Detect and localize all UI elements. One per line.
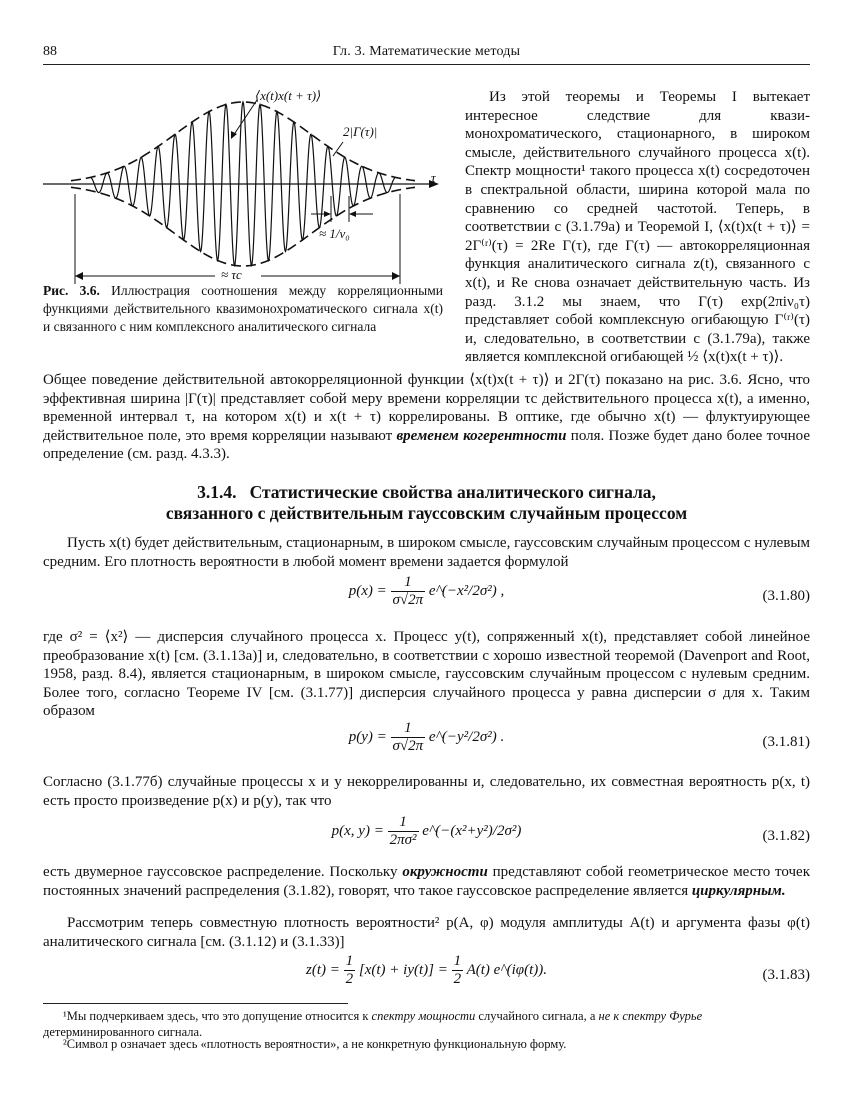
eq3-lhs: p(x, y) = xyxy=(331,822,384,839)
para-continued-after: поля. Позже будет дано более точное определение (см. разд. 4.3.3). xyxy=(43,427,810,463)
period-arrowhead-right xyxy=(349,211,356,217)
tauc-arrowhead-left xyxy=(75,272,83,280)
eq1-num: 1 xyxy=(391,574,426,592)
label-tauc: ≈ τc xyxy=(221,267,242,282)
para4-emph2: циркулярным. xyxy=(691,882,786,899)
right-column-text: Из этой теоремы и Теоремы I вытекает интересное следствие для квази-монохроматического, стационарного, в широком смысле, действительного случайного процесса x(t). Спектр мощности¹ такого процесса x(t) сосредоточен в спектральной области, ширина которой мала по сравнению со средней частотой. Теперь, в соответствии с (3.1.79а) и Теоремой I, ⟨x(t)x(t + τ)⟩ = 2Γ⁽ʳ⁾(τ) = 2Re Γ(τ), где Γ(τ) — автокорреляционная функция аналитического сигнала z(t), связанного с x(t), и Re снова означает действительную часть. Из разд. 3.1.2 мы знаем, что Γ(τ) exp(2πiν₀τ) представляет собой комплексную огибающую Γ⁽ʳ⁾(τ) и, следовательно, в соответствии с (3.1.79а), также является комплексной огибающей ½ ⟨x(t)x(t + τ)⟩. xyxy=(465,89,810,366)
paragraph-continued xyxy=(43,371,810,464)
eq3-tag: (3.1.82) xyxy=(762,828,810,844)
paragraph-1: Пусть x(t) будет действительным, стационарным, в широком смысле, гауссовским случайным процессом с нулевым средним. Его плотность вероятности в любой момент времени задается формулой xyxy=(43,535,810,570)
eq1-den: σ√2π xyxy=(392,592,424,608)
envelope-lower xyxy=(71,187,415,266)
eq2-den: σ√2π xyxy=(392,738,424,754)
eq2-num: 1 xyxy=(391,720,426,738)
caption-prefix: Рис. 3.6. xyxy=(43,283,100,298)
eq3-den: 2πσ² xyxy=(389,832,417,848)
eq3-rhs: e^(−(x²+y²)/2σ²) xyxy=(422,822,522,839)
equation-3-1-83 xyxy=(43,953,810,999)
figure-caption xyxy=(43,282,443,336)
section-heading xyxy=(43,482,810,524)
fn1-before: ¹Мы подчеркиваем здесь, что это допущение относится к xyxy=(63,1009,372,1023)
section-number: 3.1.4. xyxy=(197,482,237,502)
footnote-rule xyxy=(43,1003,348,1004)
eq4-den2: 2 xyxy=(453,971,462,987)
eq3-num: 1 xyxy=(388,814,419,832)
section-title-line1 xyxy=(43,482,810,503)
paragraph-2: где σ² = ⟨x²⟩ — дисперсия случайного процесса x. Процесс y(t), сопряженный x(t), представляет собой линейное преобразование x(t) [см. (3.1.13а)] и, следовательно, в соответствии с хорошо известной теоремой (Davenport and Root, 1958, разд. 8.4), является стационарным, в широком смысле, гауссовским случайным процессом с нулевым средним. Более того, согласно Теореме IV [см. (3.1.77)] дисперсия случайного процесса y равна дисперсии σ для x. Таким образом xyxy=(43,629,810,720)
figure-3-6 xyxy=(43,84,443,289)
label-product: ⟨x(t)x(t + τ)⟩ xyxy=(255,88,322,103)
caption-text: Иллюстрация соотношения между корреляционными функциями действительного квазимонохроматического сигнала x(t) и связанного с ним комплексного аналитического сигнала xyxy=(43,283,443,334)
equation-3-1-81 xyxy=(43,720,810,766)
eq2-lhs: p(y) = xyxy=(348,728,387,745)
fn1-emph1: спектру мощности xyxy=(371,1009,476,1023)
section-title-1: Статистические свойства аналитического сигнала, xyxy=(249,482,656,502)
label-gamma: 2|Γ(τ)| xyxy=(343,124,378,139)
para4-middle: представляют собой геометрическое место точек постоянных значений распределения (3.1.82), говорят, что такое гауссовское распределение является xyxy=(43,864,810,899)
eq1-lhs: p(x) = xyxy=(348,582,387,599)
eq1-tag: (3.1.80) xyxy=(762,588,810,604)
header-rule xyxy=(43,64,810,65)
footnote-2: ²Символ p означает здесь «плотность вероятности», а не конкретную функциональную форму. xyxy=(63,1037,567,1051)
fn1-emph2: не к спектру Фурье xyxy=(598,1009,703,1023)
page-number: 88 xyxy=(43,44,57,59)
label-period: ≈ 1/ν₀ xyxy=(319,226,350,241)
para-continued-emph: временем когерентности xyxy=(396,427,567,444)
tauc-arrowhead-right xyxy=(392,272,400,280)
eq1-rhs: e^(−x²/2σ²) , xyxy=(428,582,505,599)
label-tau: τ xyxy=(431,170,436,185)
equation-3-1-82 xyxy=(43,814,810,860)
running-header xyxy=(43,44,810,64)
period-arrowhead-left xyxy=(324,211,331,217)
eq4-tag: (3.1.83) xyxy=(762,967,810,983)
eq2-rhs: e^(−y²/2σ²) . xyxy=(428,728,505,745)
running-head: Гл. 3. Математические методы xyxy=(332,44,521,59)
para-continued-before: Общее поведение действительной автокорреляционной функции ⟨x(t)x(t + τ)⟩ и 2Γ(τ) показано на рис. 3.6. Ясно, что эффективная ширина |Γ(τ)| представляет собой меру времени корреляции τc действительного процесса x(t), а именно, временной интервал τ, на котором x(t) и x(t + τ) коррелированы. В оптике, где обычно x(t) — флуктуирующее действительное поле, это время корреляции называют xyxy=(43,372,810,444)
equation-3-1-80 xyxy=(43,574,810,620)
fn1-middle: случайного сигнала, а xyxy=(475,1009,599,1023)
figure-plot xyxy=(43,84,443,289)
eq4-lhs: z(t) = xyxy=(306,961,340,978)
para4-before: есть двумерное гауссовское распределение. Поскольку xyxy=(43,864,403,880)
paragraph-3: Согласно (3.1.77б) случайные процессы x и y некоррелированны и, следовательно, их совместная вероятность p(x, t) есть просто произведение p(x) и p(y), так что xyxy=(43,774,810,809)
eq4-den: 2 xyxy=(345,971,354,987)
eq4-num2: 1 xyxy=(453,953,462,969)
paragraph-5: Рассмотрим теперь совместную плотность вероятности² p(A, φ) модуля амплитуды A(t) и аргумента фазы φ(t) аналитического сигнала [см. (3.1.12) и (3.1.33)] xyxy=(43,915,810,950)
fn1-after: детерминированного сигнала. xyxy=(43,1025,203,1039)
right-column-paragraph xyxy=(465,88,810,367)
eq2-tag: (3.1.81) xyxy=(762,734,810,750)
eq4-rhs: A(t) e^(iφ(t)). xyxy=(466,961,547,978)
eq4-mid: [x(t) + iy(t)] = xyxy=(358,961,448,978)
eq4-num: 1 xyxy=(345,953,354,969)
para4-emph1: окружности xyxy=(402,864,488,880)
paragraph-4 xyxy=(43,863,810,900)
section-title-2: связанного с действительным гауссовским случайным процессом xyxy=(165,503,688,523)
